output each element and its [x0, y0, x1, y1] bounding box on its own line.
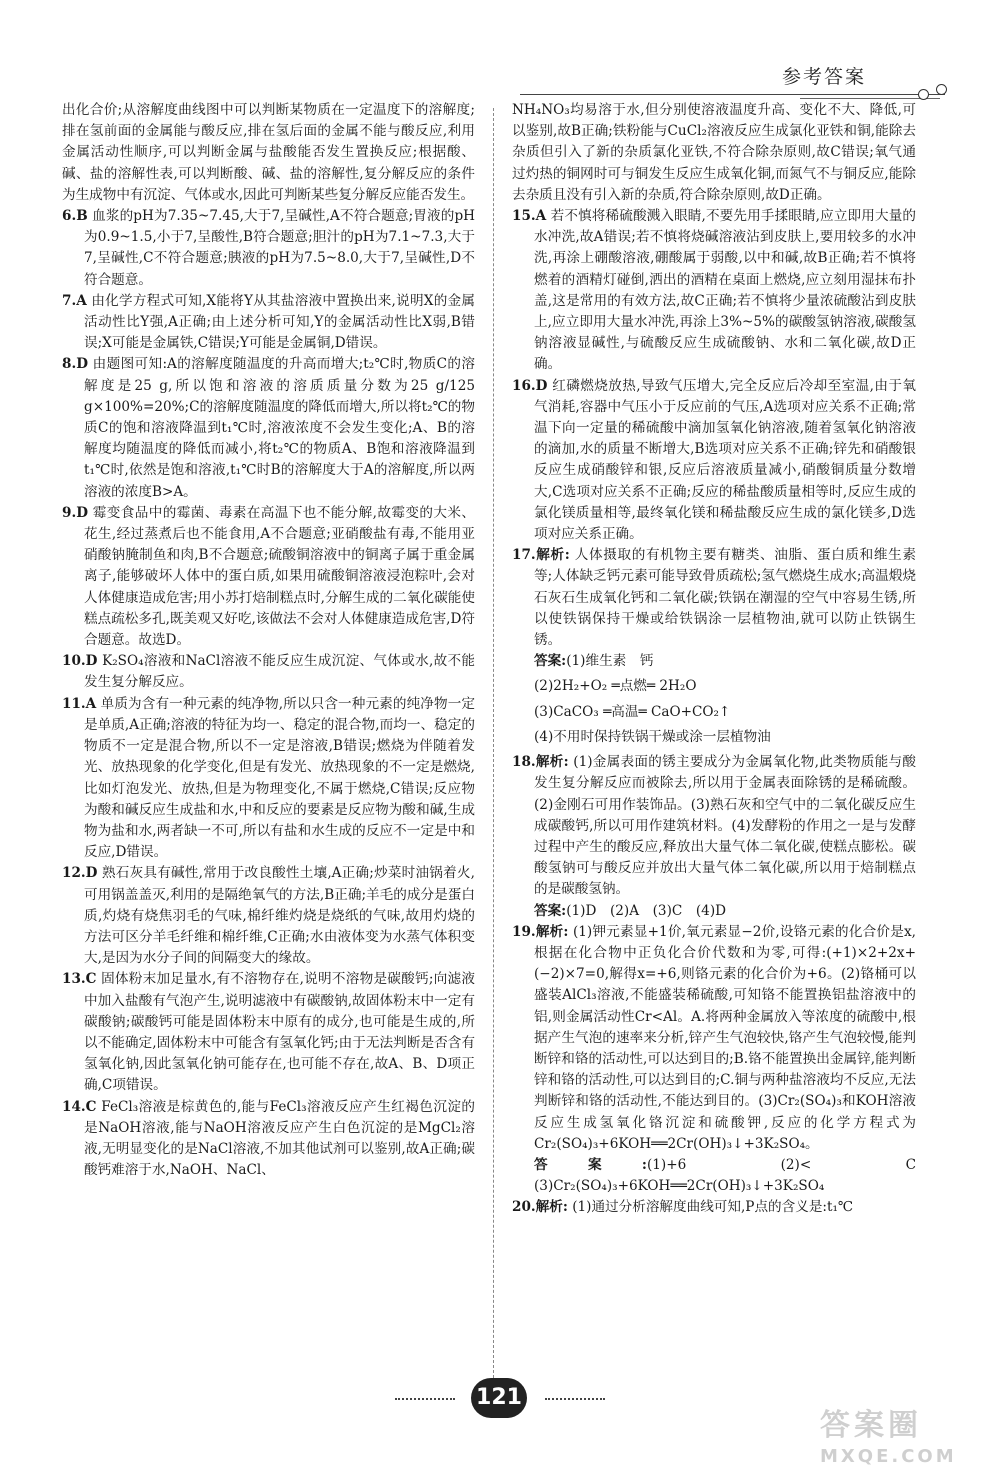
answer-text: (1)维生素 钙: [566, 653, 654, 670]
answer-item: [62, 863, 475, 969]
answer-item: [512, 1197, 916, 1218]
answer-paragraph: [62, 100, 475, 206]
answer-item: [62, 651, 475, 693]
question-number: 9.D: [62, 504, 88, 521]
question-number: 8.D: [62, 356, 88, 373]
answer-item: [62, 503, 475, 651]
question-number: 20.解析:: [512, 1199, 568, 1216]
answer-text: 血浆的pH为7.35~7.45,大于7,呈碱性,A不符合题意;胃液的pH为0.9~1.5,小于7,呈酸性,B符合题意;胆汁的pH为7.1~7.3,大于7,呈碱性,C不符合题意;胰液的pH为7.5~8.0,大于7,呈碱性,D不符合题意。: [84, 208, 475, 288]
answer-text: NH₄NO₃均易溶于水,但分别使溶液温度升高、变化不大、降低,可以鉴别,故B正确;铁粉能与CuCl₂溶液反应生成氯化亚铁和铜,能除去杂质但引入了新的杂质氯化亚铁,不符合除杂原则,故C错误;氧气通过灼热的铜网时可与铜发生反应生成氧化铜,而氮气不与铜反应,能除去杂质且没有引入新的杂质,符合除杂原则,故D正确。: [512, 102, 916, 203]
answer-item: [62, 969, 475, 1096]
answer-text: 霉变食品中的霉菌、毒素在高温下也不能分解,故霉变的大米、花生,经过蒸煮后也不能食用,A不合题意;亚硝酸盐有毒,不能用亚硝酸钠腌制鱼和肉,B不合题意;硫酸铜溶液中的铜离子属于重金属离子,能够破坏人体中的蛋白质,如果用硫酸铜溶液浸泡粽叶,会对人体健康造成危害;用小苏打焙制糕点时,分解生成的二氧化碳能使糕点疏松多孔,既美观又好吃,该做法不会对人体健康造成危害,D符合题意。故选D。: [84, 504, 475, 649]
footer-rule-left: [395, 1398, 455, 1400]
answer-item: [512, 545, 916, 651]
question-number: 10.D: [62, 653, 98, 670]
right-column: [512, 100, 930, 1219]
page-number: 121: [471, 1378, 527, 1418]
answer-text: 单质为含有一种元素的纯净物,所以只含一种元素的纯净物一定是单质,A正确;溶液的特征为均一、稳定的混合物,而均一、稳定的物质不一定是混合物,所以不一定是溶液,B错误;燃烧为伴随着发光、放热现象的化学变化,但是有发光、放热现象的不一定是燃烧,比如灯泡发光、放热,但是为物理变化,不属于燃烧,C错误;反应物为酸和碱反应生成盐和水,中和反应的要素是反应物为酸和碱,生成物为盐和水,两者缺一不可,所以有盐和水生成的反应不一定是中和反应,D错误。: [84, 695, 475, 861]
answer-text: (1)+6 (2)< C (3)Cr₂(SO₄)₃+6KOH══2Cr(OH)₃↓+3K₂SO₄: [534, 1156, 930, 1195]
watermark-url: MXQE.COM: [820, 1446, 957, 1467]
answer-item: [62, 1097, 475, 1182]
question-number: 7.A: [62, 292, 87, 309]
answer-formula: [534, 676, 916, 697]
question-number: 6.B: [62, 208, 88, 225]
answer-item: [512, 752, 916, 900]
formula-text: (4)不用时保持铁锅干燥或涂一层植物油: [534, 728, 771, 745]
question-number: 13.C: [62, 971, 97, 988]
answer-item: [62, 354, 475, 502]
answer-paragraph: [512, 100, 916, 206]
answer-text: (1)D (2)A (3)C (4)D: [566, 902, 727, 919]
answer-line: [512, 1155, 930, 1197]
answer-text: 固体粉末加足量水,有不溶物存在,说明不溶物是碳酸钙;向滤液中加入盐酸有气泡产生,说明滤液中有碳酸钠,故固体粉末中一定有碳酸钠;碳酸钙可能是固体粉末中原有的成分,也可能是生成的,所以不能确定,固体粉末中可能含有氢氧化钙;由于无法判断是否含有氢氧化钠,因此氢氧化钠可能存在,也可能不存在,故A、B、D项正确,C项错误。: [84, 971, 475, 1094]
answer-label: 答案:: [534, 902, 567, 919]
answer-text: 红磷燃烧放热,导致气压增大,完全反应后冷却至室温,由于氧气消耗,容器中气压小于反应前的气压,A选项对应关系不正确;常温下向一定量的稀硫酸中滴加氢氧化钠溶液,随着氢氧化钠溶液的滴加,水的质量不断增大,B选项对应关系不正确;锌先和硝酸银反应生成硝酸锌和银,反应后溶液质量减小,硝酸铜质量分数增大,C选项对应关系不正确;反应的稀盐酸质量相等时,反应生成的氯化镁质量相等,最终氧化镁和稀盐酸反应生成的氯化镁多,D选项对应关系正确。: [534, 377, 916, 543]
answer-label: 答案:: [534, 653, 567, 670]
header-ornament-dot: [918, 89, 929, 100]
answer-formula: [534, 727, 916, 748]
answer-line: [512, 901, 916, 922]
column-divider: [493, 108, 494, 1378]
header-ornament-dot: [936, 84, 947, 95]
answer-text: K₂SO₄溶液和NaCl溶液不能反应生成沉淀、气体或水,故不能发生复分解反应。: [84, 653, 475, 691]
answer-text: 人体摄取的有机物主要有糖类、油脂、蛋白质和维生素等;人体缺乏钙元素可能导致骨质疏松;氢气燃烧生成水;高温煅烧石灰石生成氧化钙和二氧化碳;铁锅在潮湿的空气中容易生锈,所以使铁锅保持干燥或给铁锅涂一层植物油,就可以防止铁锅生锈。: [534, 547, 917, 649]
answer-text: 出化合价;从溶解度曲线图中可以判断某物质在一定温度下的溶解度;排在氢前面的金属能与酸反应,排在氢后面的金属不能与酸反应,利用金属活动性顺序,可以判断金属与盐酸能否发生置换反应;根据酸、碱、盐的溶解性表,可以判断酸、碱、盐的溶解性,复分解反应的条件为生成物中有沉淀、气体或水,因此可判断某些复分解反应能否发生。: [62, 102, 475, 203]
answer-text: 熟石灰具有碱性,常用于改良酸性土壤,A正确;炒菜时油锅着火,可用锅盖盖灭,利用的是隔绝氧气的方法,B正确;羊毛的成分是蛋白质,灼烧有烧焦羽毛的气味,棉纤维灼烧是烧纸的气味,故用灼烧的方法可区分羊毛纤维和棉纤维,C正确;水由液体变为水蒸气体积变大,是因为水分子间的间隔变大的缘故。: [84, 865, 475, 967]
footer-rule-right: [545, 1398, 605, 1400]
formula-text: (3)CaCO₃ ═高温═ CaO+CO₂↑: [534, 703, 731, 720]
answer-text: (1)钾元素显+1价,氧元素显−2价,设铬元素的化合价是x,根据在化合物中正负化合价代数和为零,可得:(+1)×2+2x+(−2)×7=0,解得x=+6,则铬元素的化合价为+6。(2)铬桶可以盛装AlCl₃溶液,不能盛装稀硫酸,可知铬不能置换铝盐溶液中的铝,则金属活动性Cr<Al。A.将两种金属放入等浓度的硫酸中,根据产生气泡的速率来分析,锌产生气泡较快,铬产生气泡较慢,能判断锌和铬的活动性,可以达到目的;B.铬不能置换出金属锌,能判断锌和铬的活动性,可以达到目的;C.铜与两种盐溶液均不反应,无法判断锌和铬的活动性,不能达到目的。(3)Cr₂(SO₄)₃和KOH溶液反应生成氢氧化铬沉淀和硫酸钾,反应的化学方程式为Cr₂(SO₄)₃+6KOH══2Cr(OH)₃↓+3K₂SO₄。: [534, 923, 916, 1152]
answer-item: [512, 922, 916, 1155]
answer-text: FeCl₃溶液是棕黄色的,能与FeCl₃溶液反应产生红褐色沉淀的是NaOH溶液,能与NaOH溶液反应产生白色沉淀的是MgCl₂溶液,无明显变化的是NaCl溶液,不加其他试剂可以鉴别,故A正确;碳酸钙难溶于水,NaOH、NaCl、: [84, 1098, 475, 1179]
question-number: 18.解析:: [512, 754, 569, 771]
answer-item: [512, 376, 916, 546]
question-number: 19.解析:: [512, 923, 569, 940]
answer-formula: [534, 702, 916, 723]
question-number: 17.解析:: [512, 547, 570, 564]
question-number: 11.A: [62, 695, 97, 712]
question-number: 15.A: [512, 208, 547, 225]
answer-line: [512, 651, 916, 672]
question-number: 14.C: [62, 1098, 97, 1115]
answer-text: 由化学方程式可知,X能将Y从其盐溶液中置换出来,说明X的金属活动性比Y强,A正确;由上述分析可知,Y的金属活动性比X弱,B错误;X可能是金属铁,C错误;Y可能是金属铜,D错误。: [84, 292, 475, 352]
question-number: 16.D: [512, 377, 548, 394]
answer-label: 答案:: [534, 1156, 647, 1173]
answer-text: (1)金属表面的锈主要成分为金属氧化物,此类物质能与酸发生复分解反应而被除去,所以用于金属表面除锈的是稀硫酸。(2)金刚石可用作装饰品。(3)熟石灰和空气中的二氧化碳反应生成碳酸钙,所以可用作建筑材料。(4)发酵粉的作用之一是与发酵过程中产生的酸反应,释放出大量气体二氧化碳,使糕点膨松。碳酸氢钠可与酸反应并放出大量气体二氧化碳,所以用于焙制糕点的是碳酸氢钠。: [534, 754, 916, 898]
answer-text: 由题图可知:A的溶解度随温度的升高而增大;t₂℃时,物质C的溶解度是25 g,所以饱和溶液的溶质质量分数为25 g/125 g×100%=20%;C的溶解度随温度的降低而增大,所以将t₂℃的物质C的饱和溶液降温到t₁℃时,溶液浓度不会发生变化;A、B的溶解度均随温度的降低而减小,将t₂℃的物质A、B饱和溶液降温到t₁℃时,依然是饱和溶液,t₁℃时B的溶解度大于A的溶解度,所以两溶液的浓度B>A。: [84, 356, 475, 500]
formula-text: (2)2H₂+O₂ ═点燃═ 2H₂O: [534, 678, 697, 695]
answer-text: (1)通过分析溶解度曲线可知,P点的含义是:t₁℃: [572, 1199, 854, 1216]
left-column: [62, 100, 475, 1181]
answer-item: [62, 206, 475, 291]
watermark-logo: [820, 1400, 990, 1475]
answer-text: 若不慎将稀硫酸溅入眼睛,不要先用手揉眼睛,应立即用大量的水冲洗,故A错误;若不慎将烧碱溶液沾到皮肤上,要用较多的水冲洗,再涂上硼酸溶液,硼酸属于弱酸,以中和碱,故B正确;若不慎将燃着的酒精灯碰倒,洒出的酒精在桌面上燃烧,应立刻用湿抹布扑盖,这是常用的有效方法,故C正确;若不慎将少量浓硫酸沾到皮肤上,应立即用大量水冲洗,再涂上3%~5%的碳酸氢钠溶液,碳酸氢钠溶液显碱性,与硫酸反应生成硫酸钠、水和二氧化碳,故D正确。: [534, 208, 917, 373]
header-title: 参考答案: [782, 66, 867, 88]
page-header: [0, 0, 1000, 110]
question-number: 12.D: [62, 865, 98, 882]
header-rule: [520, 94, 945, 95]
answer-item: [62, 694, 475, 864]
answer-item: [62, 291, 475, 355]
answer-item: [512, 206, 916, 376]
watermark-title: 答案圈: [820, 1408, 922, 1443]
